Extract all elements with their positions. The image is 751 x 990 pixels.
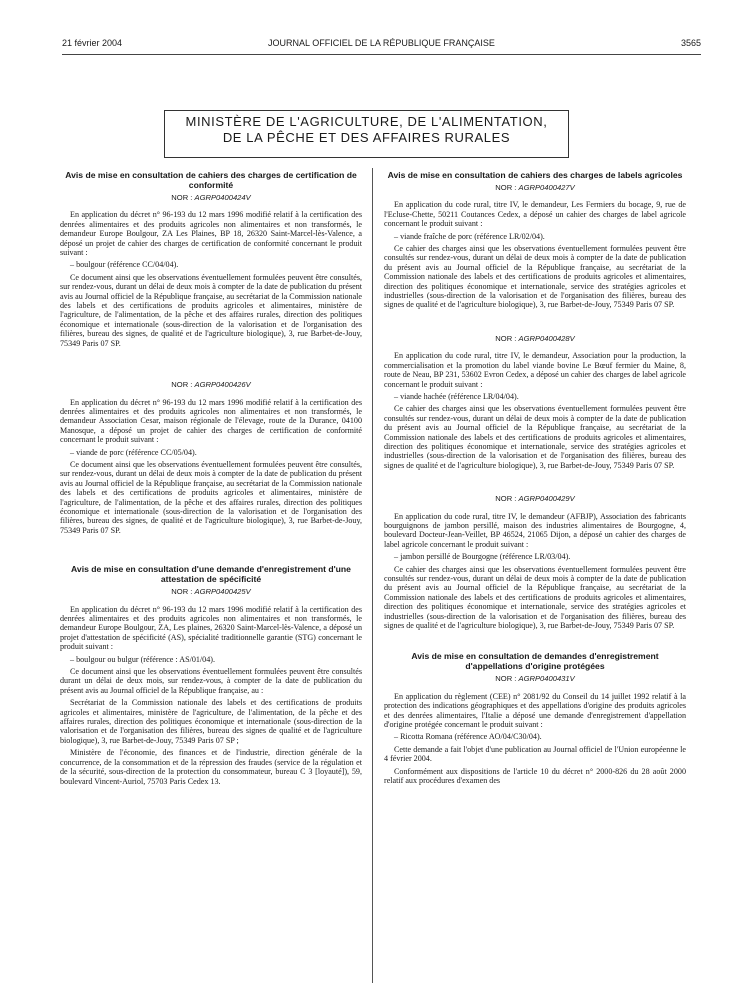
product-item: – boulgour (référence CC/04/04).: [70, 260, 179, 270]
nor-code: AGRP0400429V: [518, 494, 575, 504]
product-item: – viande de porc (référence CC/05/04).: [70, 447, 197, 457]
paragraph: En application du règlement (CEE) n° 2081/92 du Conseil du 14 juillet 1992 relatif à la protection des indications géographiques et des appellations d'origine des produits agricoles et des denrées alimentaires, l'Italie a déposé une demande d'enregistrement d'appellation d'origine protégée concernant le produit suivant :: [384, 691, 686, 730]
ministry-box: [164, 110, 569, 158]
notice-title: Avis de mise en consultation d'une demande d'enregistrement d'une attestation de spécificité: [71, 564, 351, 585]
nor-code: AGRP0400425V: [194, 587, 251, 597]
header-journal-title: JOURNAL OFFICIEL DE LA RÉPUBLIQUE FRANÇAISE: [268, 38, 495, 48]
nor-code: AGRP0400424V: [194, 193, 251, 202]
column-divider: [372, 168, 373, 983]
paragraph: Ministère de l'économie, des finances et de l'industrie, direction générale de la concurrence, de la consommation et de la répression des fraudes (service de la régulation et de la sécurité, sous-direction de la protection du consommateur, bureau C 3 [loyauté]), 59, boulevard Vincent-Auriol, 75703 Paris Cedex 13.: [60, 748, 362, 786]
product-item: – boulgour ou bulgur (référence : AS/01/04).: [70, 654, 215, 664]
notice-certification-conformite: [60, 170, 362, 348]
paragraph: En application du code rural, titre IV, le demandeur, Les Fermiers du bocage, 9, rue de l'Ecluse-Chette, 50211 Coutances Cedex, a déposé un cahier des charges de label agricole concernant le produit suivant :: [384, 200, 686, 229]
paragraph: Cette demande a fait l'objet d'une publication au Journal officiel de l'Union européenne le 4 février 2004.: [384, 744, 686, 764]
notice-viande-hachee: [384, 334, 686, 470]
paragraph: Ce cahier des charges ainsi que les observations éventuellement formulées peuvent être consultés sur rendez-vous, durant un délai de deux mois à compter de la date de publication du présent avis au Journal officiel de la République française, au secrétariat de la Commission nationale des labels et des certifications de produits agricoles et alimentaires, direction des politiques économique et internationale, service des stratégies agricoles et industrielles (sous-direction de la valorisation et de l'organisation des filières, bureau des signes de qualité et de l'agriculture biologique), 3, rue Barbet-de-Jouy, 75349 Paris 07 SP.: [384, 564, 686, 631]
nor-reference: NOR : AGRP0400425V: [171, 587, 251, 597]
header-page-number: 3565: [680, 38, 701, 48]
notice-appellations-origine: [384, 651, 686, 785]
ministry-line-2: DE LA PÊCHE ET DES AFFAIRES RURALES: [222, 130, 511, 145]
product-item: – viande hachée (référence LR/04/04).: [394, 391, 519, 401]
notice-viande-de-porc: [60, 380, 362, 535]
nor-reference: NOR : AGRP0400428V: [495, 333, 575, 343]
paragraph: En application du décret n° 96-193 du 12 mars 1996 modifié relatif à la certification des denrées alimentaires et des produits agricoles non alimentaires et non transformés, le demandeur Association Cesar, maison régionale de l'élevage, route de la Durance, 04100 Manosque, a déposé un projet de cahier des charges de certification de conformité concernant le produit suivant :: [60, 397, 362, 445]
page-header: [62, 38, 701, 52]
paragraph: Ce cahier des charges ainsi que les observations éventuellement formulées peuvent être consultés sur rendez-vous, durant un délai de deux mois à compter de la date de publication du présent avis au Journal officiel de la République française, au secrétariat de la Commission nationale des labels et des certifications de produits agricoles et alimentaires, direction des politiques économique et internationale, service des stratégies agricoles et industrielles (sous-direction de la valorisation et de l'organisation des filières, bureau des signes de qualité et de l'agriculture biologique), 3, rue Barbet-de-Jouy, 75349 Paris 07 SP.: [384, 244, 686, 310]
notice-attestation-specificite: [60, 564, 362, 786]
notice-jambon-persille: [384, 494, 686, 630]
paragraph: En application du décret n° 96-193 du 12 mars 1996 modifié relatif à la certification des denrées alimentaires et des produits agricoles non alimentaires et non transformés, le demandeur Europe Boulgour, ZA, Les plaines, 26320 Saint-Marcel-lès-Valence, a déposé un projet d'attestation de spécificité (AS), spécialité traditionnelle garantie (STG) concernant le produit suivant :: [60, 604, 362, 652]
notice-title: Avis de mise en consultation de cahiers des charges de certification de conformité: [65, 170, 357, 190]
nor-reference: NOR : AGRP0400424V: [171, 193, 251, 202]
nor-reference: NOR : AGRP0400431V: [495, 674, 575, 684]
paragraph: Ce cahier des charges ainsi que les observations éventuellement formulées peuvent être consultés sur rendez-vous, durant un délai de deux mois à compter de la date de publication du présent avis au Journal officiel de la République française, au secrétariat de la Commission nationale des labels et des certifications de produits agricoles et alimentaires, direction des politiques économique et internationale, service des stratégies agricoles et industrielles (sous-direction de la valorisation et de l'organisation des filières, bureau des signes de qualité et de l'agriculture biologique), 3, rue Barbet-de-Jouy, 75349 Paris 07 SP.: [384, 404, 686, 470]
nor-code: AGRP0400427V: [518, 183, 575, 192]
header-date: 21 février 2004: [62, 38, 123, 48]
nor-reference: NOR : AGRP0400429V: [495, 494, 575, 504]
ministry-line-1: MINISTÈRE DE L'AGRICULTURE, DE L'ALIMENTATION,: [185, 114, 548, 129]
paragraph: Conformément aux dispositions de l'article 10 du décret n° 2000-826 du 28 août 2000 relatif aux procédures d'examen des: [384, 766, 686, 786]
product-item: – viande fraîche de porc (référence LR/02/04).: [394, 231, 545, 241]
nor-reference: NOR : AGRP0400426V: [171, 380, 251, 390]
paragraph: En application du code rural, titre IV, le demandeur, Association pour la production, la commercialisation et la promotion du label viande bovine Le Bœuf fermier du Maine, 8, route de Neau, BP 231, 53602 Evron Cedex, a déposé un cahier des charges de label agricole concernant le produit suivant :: [384, 351, 686, 389]
paragraph: En application du code rural, titre IV, le demandeur (AFBJP), Association des fabricants bourguignons de jambon persillé, maison des industries alimentaires de Bourgogne, 4, boulevard Docteur-Jean-Veillet, BP 46524, 21065 Dijon, a déposé un cahier des charges de label agricole concernant le produit suivant :: [384, 511, 686, 549]
left-column: [60, 170, 362, 789]
notice-title: Avis de mise en consultation de demandes d'enregistrement d'appellations d'origine protégées: [411, 651, 659, 672]
paragraph: Ce document ainsi que les observations éventuellement formulées peuvent être consultés, sur rendez-vous, durant un délai de deux mois à compter de la date de publication du présent avis au Journal officiel de la République française, au secrétariat de la Commission nationale des labels et des certifications de produits agricoles et alimentaires, ministère de l'agriculture, de l'alimentation, de la pêche et des affaires rurales, direction des politiques économique et internationale (sous-direction de la valorisation et de l'organisation des filières, bureau des signes, de qualité et de l'agriculture biologique), 3, rue Barbet-de-Jouy, 75349 Paris 07 SP.: [60, 272, 362, 348]
nor-code: AGRP0400431V: [518, 674, 575, 684]
notice-title: Avis de mise en consultation de cahiers des charges de labels agricoles: [387, 170, 683, 180]
nor-code: AGRP0400428V: [518, 333, 575, 343]
product-item: – jambon persillé de Bourgogne (référence LR/03/04).: [394, 552, 571, 562]
paragraph: Ce document ainsi que les observations éventuellement formulées peuvent être consultés durant un délai de deux mois, sur rendez-vous, à compter de la date de publication du présent avis au Journal officiel de la République française, au :: [60, 667, 362, 695]
header-rule: [62, 54, 701, 55]
paragraph: Secrétariat de la Commission nationale des labels et des certifications de produits agricoles et alimentaires, ministère de l'agriculture, de l'alimentation, de la pêche et des affaires rurales, direction des politiques économique et internationale (sous-direction de la valorisation et de l'organisation des filières, bureau des signes de qualité et de l'agriculture biologique), 3, rue Barbet-de-Jouy, 75349 Paris 07 SP ;: [60, 698, 362, 745]
paragraph: Ce document ainsi que les observations éventuellement formulées peuvent être consultés, sur rendez-vous, durant un délai de deux mois à compter de la date de publication du présent avis au Journal officiel de la République française, au secrétariat de la Commission nationale des labels et des certifications de produits agricoles et alimentaires, ministère de l'agriculture, de l'alimentation, de la pêche et des affaires rurales, direction des politiques économique et internationale (sous-direction de la valorisation et de l'organisation des filières, bureau des signes, de qualité et de l'agriculture biologique), 3, rue Barbet-de-Jouy, 75349 Paris 07 SP.: [60, 459, 362, 535]
product-item: – Ricotta Romana (référence AO/04/C30/04).: [394, 732, 542, 742]
notice-labels-agricoles: [384, 170, 686, 310]
paragraph: En application du décret n° 96-193 du 12 mars 1996 modifié relatif à la certification des denrées alimentaires et des produits agricoles non alimentaires et non transformés, le demandeur Europe Boulgour, ZA Les Plaines, BP 18, 26320 Saint-Marcel-lès-Valence, a déposé un projet de cahier des charges de certification de conformité concernant le produit suivant :: [60, 210, 362, 258]
nor-reference: NOR : AGRP0400427V: [495, 183, 575, 192]
nor-code: AGRP0400426V: [194, 380, 251, 390]
right-column: [384, 170, 686, 789]
